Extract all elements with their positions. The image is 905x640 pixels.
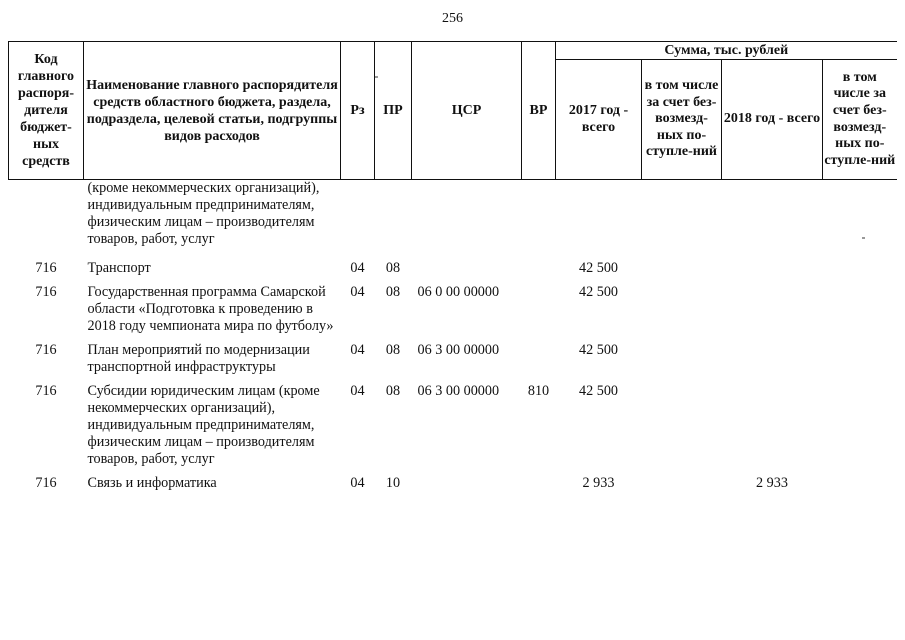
cell-code: 716 — [35, 383, 57, 399]
cell-pr: 08 — [385, 284, 401, 300]
cell-name: Государственная программа Самарской области «Подготовка к проведению в 2018 году чемпионата мира по футболу» — [87, 284, 334, 334]
cell-csr: 06 3 00 00000 — [417, 383, 500, 399]
cell-2017-free — [642, 279, 722, 337]
cell-2017-free — [642, 248, 722, 279]
cell-2018-total — [722, 180, 823, 249]
cell-code: 716 — [35, 284, 57, 300]
table-row — [9, 337, 897, 378]
table-body — [9, 180, 897, 495]
cell-2017-total — [556, 180, 642, 249]
cell-vr — [522, 180, 556, 249]
cell-rz: 04 — [350, 260, 365, 276]
cell-2017-free — [642, 378, 722, 470]
cell-2017-total: 42 500 — [578, 342, 618, 358]
header-rz: Рз — [341, 42, 375, 180]
table-row — [9, 180, 897, 249]
cell-name: План мероприятий по модернизации транспортной инфраструктуры — [87, 342, 310, 375]
header-2018-total: 2018 год - всего — [722, 60, 823, 180]
cell-2018-total — [722, 248, 823, 279]
cell-code: 716 — [35, 342, 57, 358]
cell-2018-free — [823, 337, 897, 378]
cell-pr: 08 — [385, 260, 401, 276]
cell-2018-free — [823, 470, 897, 494]
cell-csr: 06 3 00 00000 — [417, 342, 500, 358]
cell-rz: 04 — [350, 475, 365, 491]
cell-2017-free — [642, 470, 722, 494]
cell-name: Транспорт — [87, 260, 151, 276]
cell-2018-free — [823, 248, 897, 279]
cell-2018-free — [823, 180, 897, 249]
cell-vr — [522, 248, 556, 279]
table-row — [9, 279, 897, 337]
table-row — [9, 470, 897, 494]
header-pr: ПР — [375, 42, 412, 180]
cell-name: Связь и информатика — [87, 475, 217, 491]
cell-rz: 04 — [350, 342, 365, 358]
table-row — [9, 248, 897, 279]
table-row — [9, 378, 897, 470]
cell-2018-total — [722, 337, 823, 378]
header-csr: ЦСР — [412, 42, 522, 180]
cell-code: 716 — [35, 260, 57, 276]
header-2017-total: 2017 год - всего — [556, 60, 642, 180]
cell-2017-total: 2 933 — [582, 475, 615, 491]
header-2018-free: в том числе за счет без-возмезд-ных по-ступле-ний — [823, 60, 897, 180]
cell-csr — [412, 248, 522, 279]
cell-pr — [375, 180, 412, 249]
cell-2017-total: 42 500 — [578, 284, 618, 300]
cell-rz: 04 — [350, 383, 365, 399]
table-header — [9, 42, 897, 180]
budget-table — [8, 41, 897, 494]
cell-2017-free — [642, 337, 722, 378]
cell-vr — [522, 337, 556, 378]
cell-pr: 08 — [385, 383, 401, 399]
cell-csr: 06 0 00 00000 — [417, 284, 500, 300]
cell-code — [9, 180, 84, 249]
header-2017-free: в том числе за счет без-возмезд-ных по-ступле-ний — [642, 60, 722, 180]
cell-2018-total — [722, 378, 823, 470]
cell-csr — [412, 180, 522, 249]
cell-name: (кроме некоммерческих организаций), индивидуальным предпринимателям, физическим лицам – производителям товаров, работ, услуг — [87, 180, 320, 247]
cell-2017-total: 42 500 — [578, 260, 618, 276]
header-sum: Сумма, тыс. рублей — [556, 42, 897, 60]
cell-vr — [522, 279, 556, 337]
cell-2018-free — [823, 279, 897, 337]
cell-pr: 10 — [385, 475, 401, 491]
cell-rz — [341, 180, 375, 249]
cell-2017-total: 42 500 — [578, 383, 618, 399]
cell-vr — [522, 470, 556, 494]
cell-pr: 08 — [385, 342, 401, 358]
header-name: Наименование главного распорядителя средств областного бюджета, раздела, подраздела, целевой статьи, подгруппы видов расходов — [84, 42, 341, 180]
cell-code: 716 — [35, 475, 57, 491]
cell-rz: 04 — [350, 284, 365, 300]
cell-2018-total: 2 933 — [756, 475, 788, 491]
cell-2018-free — [823, 378, 897, 470]
header-vr: ВР — [522, 42, 556, 180]
cell-2018-total — [722, 279, 823, 337]
cell-vr: 810 — [527, 383, 550, 399]
cell-csr — [412, 470, 522, 494]
page-number: 256 — [442, 11, 463, 26]
header-code: Код главного распоря-дителя бюджет-ных средств — [9, 42, 84, 180]
cell-name: Субсидии юридическим лицам (кроме некоммерческих организаций), индивидуальным предпринимателям, физическим лицам – производителям товаров, работ, услуг — [87, 383, 320, 467]
cell-2017-free — [642, 180, 722, 249]
